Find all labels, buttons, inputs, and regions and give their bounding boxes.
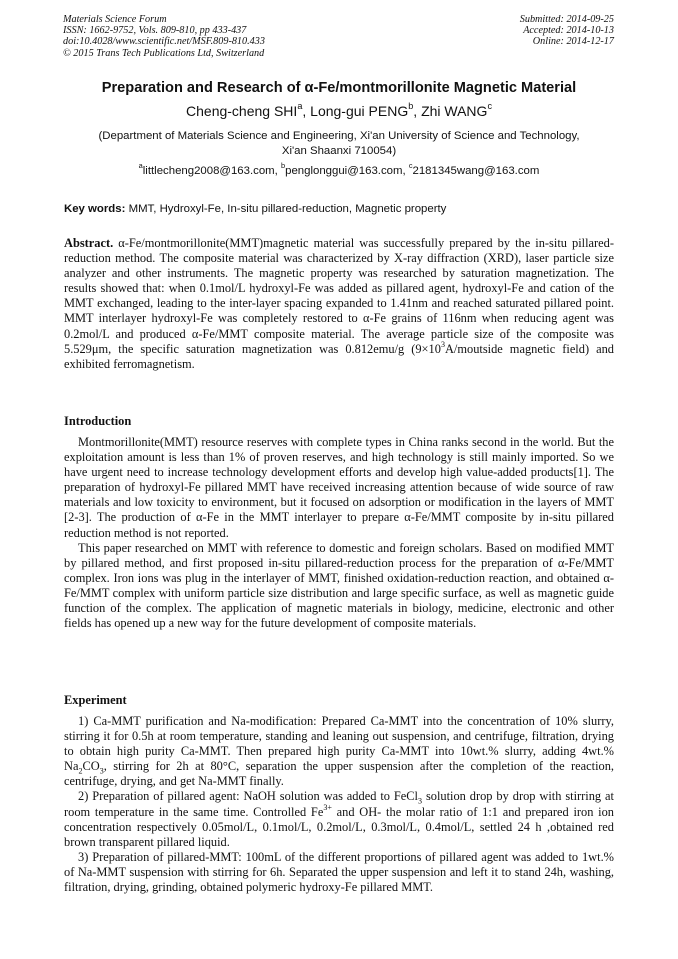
abstract-label: Abstract. bbox=[64, 236, 114, 250]
keywords bbox=[64, 203, 616, 215]
paragraph: This paper researched on MMT with reference to domestic and foreign scholars. Based on modified MMT by pillared method, and first proposed in-situ pillared-reduction process for the preparation of α-Fe/MMT complex. Iron ions was plug in the interlayer of MMT, finished oxidation-reduction reaction, and obtained α-Fe/MMT complex with uniform particle size distribution and large specific surface, as well as magnetic guide function of the complex. The application of magnetic materials in biology, medicine, electronic and other fields has opened up a new way for the future development of composite materials. bbox=[64, 540, 614, 631]
section-heading-introduction: Introduction bbox=[64, 414, 132, 428]
online-date: Online: 2014-12-17 bbox=[532, 36, 614, 48]
submitted-date: Submitted: 2014-09-25 bbox=[519, 14, 614, 25]
section-heading-experiment: Experiment bbox=[64, 693, 127, 707]
paragraph: 2) Preparation of pillared agent: NaOH solution was added to FeCl$_3$ solution drop by drop with stirring at room temperature in the same time. Controlled $Fe^{3+}$ and OH- the molar ratio of 1:1 and prepared iron ion concentration respectively 0.05mol/L, 0.1mol/L, 0.2mol/L, 0.3mol/L, 0.4mol/L, settled 24 h ,obtained red brown transparent pillared liquid. bbox=[64, 789, 614, 849]
author-affil-mark: b bbox=[408, 101, 414, 112]
email-address: penglonggui@163.com bbox=[285, 165, 403, 177]
author-emails: $^a$littlecheng2008@163.com, $^b$penglonggui@163.com, $^c$2181345wang@163.com bbox=[138, 161, 540, 177]
author-list: Cheng-cheng SHI$^a$, Long-gui PENG$^b$, Zhi WANG$^c$ bbox=[186, 101, 492, 119]
journal-header-right bbox=[520, 14, 614, 48]
affiliation-line: (Department of Materials Science and Engineering, Xi'an University of Science and Technology, bbox=[98, 130, 580, 142]
author-affil-mark: c bbox=[487, 101, 492, 112]
abstract: Abstract. α-Fe/montmorillonite(MMT)magnetic material was successfully prepared by the in-situ pillared-reduction method. The composite material was characterized by X-ray diffraction (XRD), laser particle size analyzer and other instruments. The magnetic property was researched by saturation magnetization. The results showed that: when 0.1mol/L hydroxyl-Fe was added as pillared agent, hydroxyl-Fe and cation of the MMT exchanged, leading to the inter-layer spacing expanded to 1.41nm and reached saturated pillared point. MMT interlayer hydroxyl-Fe was completely restored to α-Fe grains of 116nm when reducing agent was 0.2mol/L and produced α-Fe/MMT composite material. The average particle size of the composite was 5.529μm, the specific saturation magnetization was 0.812emu/g ($9\times 10^3A$/moutside magnetic field) and exhibited ferromagnetism. bbox=[64, 236, 614, 371]
affiliation-line: Xi'an Shaanxi 710054) bbox=[281, 145, 397, 157]
paragraph: 3) Preparation of pillared-MMT: 100mL of the different proportions of pillared agent was added to 1wt.% of Na-MMT suspension with stirring for 6h. Separated the upper suspension and left it to stand 24h, washing, filtration, drying, grinding, obtained polymeric hydroxy-Fe pillared MMT. bbox=[64, 849, 614, 895]
email-address: littlecheng2008@163.com bbox=[142, 165, 275, 177]
author-name: Long-gui PENG bbox=[310, 103, 409, 119]
author-name: Cheng-cheng SHI bbox=[186, 103, 298, 119]
issn-line: ISSN: 1662-9752, Vols. 809-810, pp 433-437 bbox=[63, 25, 247, 37]
keywords-label: Key words: bbox=[64, 203, 126, 215]
doi-line: doi:10.4028/www.scientific.net/MSF.809-810.433 bbox=[63, 36, 265, 48]
paper-title: Preparation and Research of α-Fe/montmorillonite Magnetic Material bbox=[101, 80, 577, 96]
copyright-line: © 2015 Trans Tech Publications Ltd, Switzerland bbox=[63, 47, 265, 59]
journal-name: Materials Science Forum bbox=[63, 14, 167, 25]
affiliation bbox=[64, 129, 614, 159]
experiment-body bbox=[64, 714, 614, 895]
journal-header-left bbox=[63, 14, 265, 59]
author-affil-mark: a bbox=[297, 101, 303, 112]
accepted-date: Accepted: 2014-10-13 bbox=[523, 25, 614, 37]
paragraph: Montmorillonite(MMT) resource reserves with complete types in China ranks second in the world. But the exploitation amount is less than 1% of proven reserves, and high technology is still mainly imported. So we have urgent need to increase technology development efforts and develop high value-added products[1]. The preparation of hydroxyl-Fe pillared MMT have received increasing attention because of wide source of raw materials and low toxicity to environment, but it focused on adsorption or modification in the layers of MMT [2-3]. The production of α-Fe in the MMT interlayer to prepare α-Fe/MMT composite by in-situ pillared reduction method is not reported. bbox=[64, 435, 614, 540]
paragraph: 1) Ca-MMT purification and Na-modification: Prepared Ca-MMT into the concentration of 10% slurry, stirring it for 0.5h at room temperature, standing and leaning out suspension, and centrifuge, filtration, drying to obtain high purity Ca-MMT. Then prepared high purity Ca-MMT into 10wt.% slurry, adding 4wt.% $Na_2CO_3$, stirring for 2h at 80°C, separation the upper suspension after the completion of the reaction, centrifuge, drying, and get Na-MMT finally. bbox=[64, 714, 614, 789]
keywords-text: MMT, Hydroxyl-Fe, In-situ pillared-reduction, Magnetic property bbox=[128, 203, 447, 215]
introduction-body bbox=[64, 435, 614, 631]
author-name: Zhi WANG bbox=[421, 103, 488, 119]
email-address: 2181345wang@163.com bbox=[412, 165, 540, 177]
